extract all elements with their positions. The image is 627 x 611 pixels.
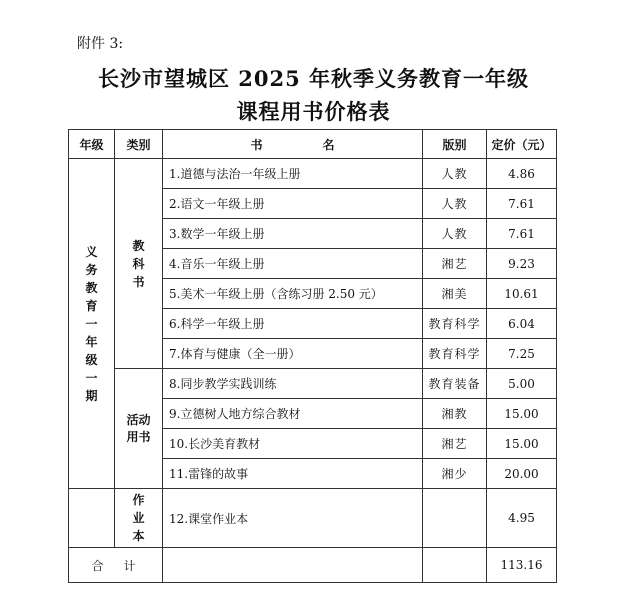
- edition-cell: 湘艺: [423, 429, 487, 459]
- category-activity-label-line2: 用书: [126, 429, 151, 444]
- table-row: [69, 159, 557, 189]
- price-table: [68, 129, 557, 583]
- total-empty-edition: [423, 548, 487, 583]
- price-cell: 7.25: [487, 339, 557, 369]
- book-name-cell: 5.美术一年级上册（含练习册 2.50 元）: [163, 279, 423, 309]
- edition-cell: 教育装备: [423, 369, 487, 399]
- category-activity-cell: [115, 369, 163, 489]
- book-name-cell: 1.道德与法治一年级上册: [163, 159, 423, 189]
- price-cell: 4.95: [487, 489, 557, 548]
- table-row: [69, 369, 557, 399]
- grade-label: 义务教育一年级一期: [85, 244, 98, 403]
- edition-cell: 人教: [423, 219, 487, 249]
- book-name-cell: 10.长沙美育教材: [163, 429, 423, 459]
- total-row: [69, 548, 557, 583]
- document-title-line1: 长沙市望城区 2025 年秋季义务教育一年级: [97, 66, 530, 91]
- header-grade: 年级: [69, 130, 115, 159]
- document-title-line2: 课程用书价格表: [236, 99, 391, 124]
- price-cell: 10.61: [487, 279, 557, 309]
- price-cell: 7.61: [487, 189, 557, 219]
- total-empty-name: [163, 548, 423, 583]
- book-name-cell: 2.语文一年级上册: [163, 189, 423, 219]
- edition-cell: 教育科学: [423, 339, 487, 369]
- category-activity-label-line1: 活动: [126, 412, 151, 427]
- category-homework-cell: [115, 489, 163, 548]
- book-name-cell: 9.立德树人地方综合教材: [163, 399, 423, 429]
- table-header-row: [69, 130, 557, 159]
- total-label: 合 计: [69, 548, 163, 583]
- price-cell: 4.86: [487, 159, 557, 189]
- edition-cell: 湘教: [423, 399, 487, 429]
- grade-cell: [69, 159, 115, 489]
- price-cell: 5.00: [487, 369, 557, 399]
- category-textbook-label: 教科书: [132, 238, 145, 289]
- price-cell: 6.04: [487, 309, 557, 339]
- category-homework-label: 作业本: [132, 493, 145, 543]
- edition-cell: 湘少: [423, 459, 487, 489]
- price-cell: 7.61: [487, 219, 557, 249]
- edition-cell: 人教: [423, 159, 487, 189]
- header-price: 定价（元）: [487, 130, 557, 159]
- price-cell: 20.00: [487, 459, 557, 489]
- book-name-cell: 7.体育与健康（全一册）: [163, 339, 423, 369]
- price-cell: 15.00: [487, 399, 557, 429]
- table-row: [69, 489, 557, 548]
- edition-cell: 湘美: [423, 279, 487, 309]
- category-textbook-cell: [115, 159, 163, 369]
- header-book-name: 书 名: [163, 130, 423, 159]
- book-name-cell: 4.音乐一年级上册: [163, 249, 423, 279]
- header-edition: 版别: [423, 130, 487, 159]
- book-name-cell: 6.科学一年级上册: [163, 309, 423, 339]
- price-cell: 9.23: [487, 249, 557, 279]
- edition-cell: 人教: [423, 189, 487, 219]
- book-name-cell: 8.同步教学实践训练: [163, 369, 423, 399]
- edition-cell: [423, 489, 487, 548]
- book-name-cell: 11.雷锋的故事: [163, 459, 423, 489]
- price-cell: 15.00: [487, 429, 557, 459]
- total-value: 113.16: [487, 548, 557, 583]
- book-name-cell: 12.课堂作业本: [163, 489, 423, 548]
- header-category: 类别: [115, 130, 163, 159]
- grade-cell-empty: [69, 489, 115, 548]
- book-name-cell: 3.数学一年级上册: [163, 219, 423, 249]
- attachment-label: 附件 3:: [77, 36, 124, 52]
- edition-cell: 湘艺: [423, 249, 487, 279]
- edition-cell: 教育科学: [423, 309, 487, 339]
